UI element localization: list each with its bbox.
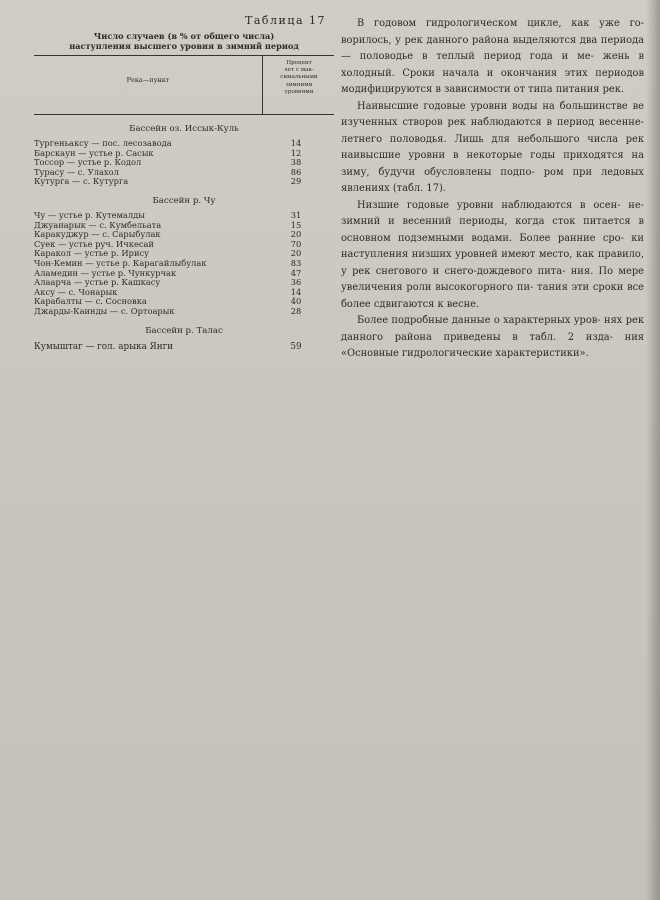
river-point: Каракуджур — с. Сарыбулак bbox=[34, 229, 161, 240]
text-line: периодов модифицируются в зависимости от типа bbox=[341, 67, 644, 95]
river-point: Аламедин — устье р. Чункурчак bbox=[34, 267, 177, 278]
river-point: Кутурга — с. Кутурга bbox=[34, 176, 129, 187]
column-header-percent-line: лет с мак- bbox=[284, 67, 314, 74]
column-header-percent bbox=[263, 60, 335, 96]
text-line: не-зимний и весенний периоды, когда сток питается bbox=[341, 199, 644, 227]
text-line: нях рек данного района приведены в табл. 2 изда- bbox=[341, 315, 644, 343]
percent-value: 38 bbox=[290, 157, 302, 168]
text-line: периода — половодье в теплый период года и ме- bbox=[341, 34, 644, 62]
table-17 bbox=[34, 14, 334, 353]
text-line: Низшие годовые уровни наблюдаются в осен- bbox=[357, 199, 621, 211]
river-point: Турасу — с. Улахол bbox=[34, 166, 119, 177]
percent-value: 12 bbox=[290, 147, 302, 158]
text-line: ворилось, у рек данного района выделяются два bbox=[341, 34, 598, 46]
river-point: Чу — устье р. Кутемалды bbox=[34, 209, 145, 220]
text-line: приходятся на зиму, будучи обусловлены подпо- bbox=[341, 150, 644, 178]
percent-value: 83 bbox=[290, 257, 302, 268]
table-row bbox=[34, 177, 334, 187]
river-point: Барскаун — устье р. Сасык bbox=[34, 147, 154, 158]
river-point: Чон-Кемин — устье р. Карагайлыбулак bbox=[34, 257, 207, 268]
text-line: весенне-летнего половодья. Лишь для небольшого bbox=[341, 117, 644, 145]
percent-value: 86 bbox=[290, 166, 302, 177]
percent-value: 47 bbox=[290, 267, 302, 278]
column-header-percent-line: зимними bbox=[285, 81, 313, 88]
percent-value: 40 bbox=[290, 296, 302, 307]
paragraph-2 bbox=[341, 99, 644, 198]
table-header bbox=[34, 55, 334, 115]
river-point: Кумыштаг — гол. арыка Янги bbox=[34, 341, 174, 352]
river-point: Каракол — устье р. Ирису bbox=[34, 248, 150, 259]
column-header-river: Река—пункт bbox=[126, 76, 170, 84]
text-line: ния. По мере увеличения роли высокогорного пи- bbox=[341, 265, 644, 293]
percent-value: 14 bbox=[290, 138, 302, 148]
basin-title: Бассейн р. Талас bbox=[145, 325, 223, 336]
column-header-percent-line: уровнями bbox=[284, 88, 314, 95]
river-point: Джуанарык — с. Кумбельата bbox=[34, 219, 162, 230]
text-line: ром при ледовых явлениях (табл. 17). bbox=[341, 166, 644, 194]
percent-value: 36 bbox=[290, 277, 302, 288]
paragraph-3 bbox=[341, 198, 644, 314]
river-point: Карабалты — с. Сосновка bbox=[34, 296, 147, 307]
percent-value: 20 bbox=[290, 248, 302, 259]
river-point: Суек — устье руч. Ичкесай bbox=[34, 238, 154, 249]
river-point: Тоссор — устье р. Кодол bbox=[34, 157, 142, 168]
table-label: Таблица 17 bbox=[245, 14, 326, 27]
table-caption-line-1: Число случаев (в % от общего числа) bbox=[93, 31, 275, 41]
percent-value: 15 bbox=[290, 219, 302, 230]
text-line: правило, у рек снегового и снего-дождевого пита- bbox=[341, 249, 644, 277]
text-line: ния «Основные гидрологические характеристики». bbox=[341, 331, 644, 359]
river-point: Аксу — с. Чонарык bbox=[34, 286, 118, 297]
basin-title: Бассейн оз. Иссык-Куль bbox=[129, 124, 239, 134]
text-line: числа рек наивысшие уровни в некоторые годы bbox=[341, 133, 644, 161]
page-spine-shadow bbox=[646, 0, 660, 900]
table-caption-line-2: наступления высшего уровня в зимний период bbox=[69, 41, 299, 51]
percent-value: 29 bbox=[290, 176, 302, 187]
text-line: ве изученных створов рек наблюдаются в период bbox=[341, 100, 644, 128]
column-header-percent-line: Процент bbox=[286, 60, 312, 66]
percent-value: 14 bbox=[290, 286, 302, 297]
body-text-column bbox=[341, 16, 644, 363]
river-point: Тургеньаксу — пос. лесозавода bbox=[34, 138, 172, 148]
text-line: жень в холодный. Сроки начала и окончания этих bbox=[341, 51, 644, 79]
text-line: В годовом гидрологическом цикле, как уже го- bbox=[357, 18, 644, 29]
river-point: Алаарча — устье р. Кашкасу bbox=[34, 277, 161, 288]
text-line: питания рек. bbox=[555, 84, 625, 95]
percent-value: 70 bbox=[290, 238, 302, 249]
percent-value: 20 bbox=[290, 229, 302, 240]
text-line: в основном подземными водами. Более ранние сро- bbox=[341, 216, 644, 244]
text-line: Более подробные данные о характерных уров- bbox=[357, 315, 601, 326]
text-line: ки наступления низших уровней имеют место, как bbox=[341, 232, 644, 260]
table-row bbox=[34, 341, 334, 353]
paragraph-4 bbox=[341, 313, 644, 363]
percent-value: 28 bbox=[290, 305, 302, 316]
percent-value: 31 bbox=[290, 209, 302, 220]
basin-title: Бассейн р. Чу bbox=[152, 195, 216, 206]
column-header-percent-line: симальными bbox=[280, 74, 318, 81]
percent-value: 59 bbox=[290, 341, 302, 352]
text-line: тания эти сроки все более сдвигаются к весне. bbox=[341, 282, 644, 310]
table-caption bbox=[34, 31, 334, 51]
paragraph-1 bbox=[341, 16, 644, 99]
table-row bbox=[34, 307, 334, 317]
text-line: Наивысшие годовые уровни воды на большинстве bbox=[357, 100, 628, 112]
river-point: Джарды-Каинды — с. Ортоарык bbox=[34, 305, 175, 316]
